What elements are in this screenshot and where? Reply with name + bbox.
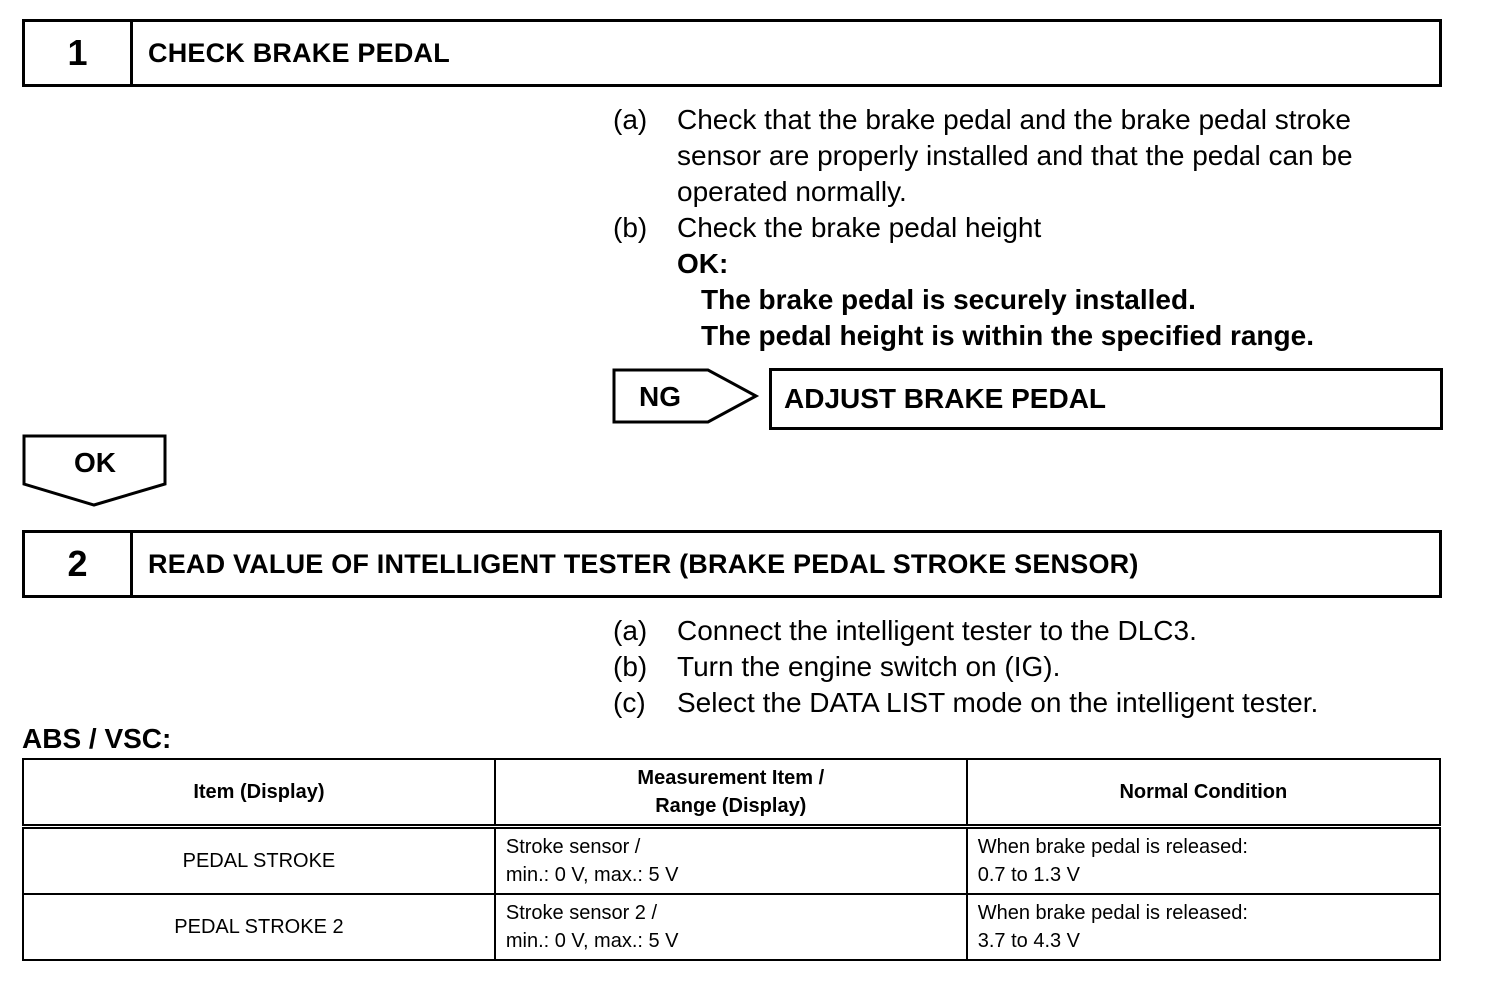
row-2-measurement-line-1: Stroke sensor 2 / [505,902,658,924]
row-2-condition [967,894,1440,960]
header-normal-condition: Normal Condition [967,759,1440,827]
row-2-item: PEDAL STROKE 2 [23,894,495,960]
step-1-a-line-1: Check that the brake pedal and the brake pedal stroke [677,104,1351,135]
row-2-condition-line-1: When brake pedal is released: [977,902,1248,924]
row-2-measurement [495,894,967,960]
ok-condition-1: The brake pedal is securely installed. [701,284,1196,315]
step-2-b-label: (b) [613,651,648,682]
step-2-c-label: (c) [613,687,646,718]
table-header-row [23,759,1440,827]
header-measurement [495,759,967,827]
step-1-a-label: (a) [613,104,648,135]
row-1-condition-line-2: 0.7 to 1.3 V [977,864,1081,886]
step-1-a-line-2: sensor are properly installed and that the pedal can be [677,140,1353,171]
header-measurement-line-1: Measurement Item / [637,767,825,789]
step-1-number: 1 [25,22,133,84]
step-2-number: 2 [25,533,133,595]
row-1-measurement-line-2: min.: 0 V, max.: 5 V [505,864,679,886]
step-2-a-label: (a) [613,615,648,646]
step-1-title: CHECK BRAKE PEDAL [148,37,450,68]
row-1-condition-line-1: When brake pedal is released: [977,836,1248,858]
ng-label: NG [639,381,681,412]
row-1-measurement [495,827,967,895]
step-1-header [22,19,1442,87]
ok-arrow-label: OK [74,447,116,478]
data-list-table [22,758,1441,960]
step-2-a-text: Connect the intelligent tester to the DLC3. [677,615,1197,646]
ok-heading: OK: [677,248,729,279]
row-1-item: PEDAL STROKE [23,827,495,895]
ok-condition-2: The pedal height is within the specified range. [701,320,1314,351]
row-1-measurement-line-1: Stroke sensor / [505,836,641,858]
step-1-b-label: (b) [613,212,648,243]
row-2-measurement-line-2: min.: 0 V, max.: 5 V [505,930,679,952]
row-2-condition-line-2: 3.7 to 4.3 V [977,930,1081,952]
section-label: ABS / VSC: [22,723,172,754]
table-row [23,827,1440,895]
header-measurement-line-2: Range (Display) [655,795,807,817]
step-2-c-text: Select the DATA LIST mode on the intelligent tester. [677,687,1319,718]
step-2-title: READ VALUE OF INTELLIGENT TESTER (BRAKE PEDAL STROKE SENSOR) [148,548,1139,579]
row-1-condition [967,827,1440,895]
ng-action-box: ADJUST BRAKE PEDAL [769,368,1443,430]
step-1-b-line-1: Check the brake pedal height [677,212,1042,243]
step-2-header [22,530,1442,598]
table-row [23,894,1440,960]
header-item: Item (Display) [23,759,495,827]
step-2-b-text: Turn the engine switch on (IG). [677,651,1061,682]
step-1-a-line-3: operated normally. [677,176,907,207]
